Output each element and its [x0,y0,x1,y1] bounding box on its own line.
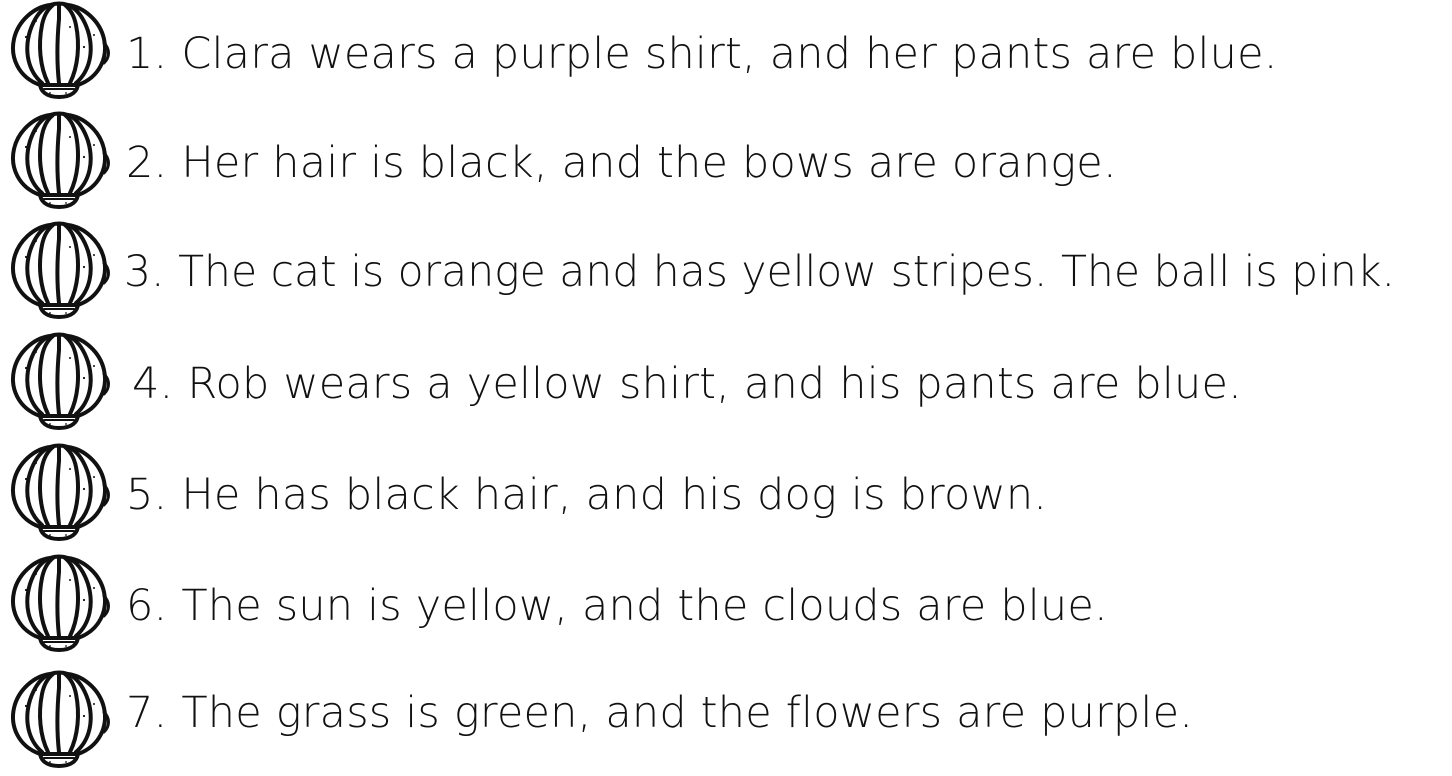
list-item [0,0,1452,108]
sentence-3 [124,247,1395,297]
list-item [0,109,1452,217]
item-number: 1. [126,28,168,79]
sentence-2 [126,137,1117,188]
list-item [0,441,1452,549]
item-number: 6. [126,580,168,631]
seashell-icon [6,217,112,327]
item-text: Her hair is black, and the bows are orange. [181,137,1117,188]
item-number: 3. [124,247,165,297]
seashell-icon [6,328,112,438]
seashell-icon [6,107,112,217]
sentence-7 [126,688,1194,738]
item-text: He has black hair, and his dog is brown. [181,469,1048,520]
item-number: 2. [126,137,168,188]
item-text: Clara wears a purple shirt, and her pants are blue. [181,28,1278,79]
seashell-icon [6,666,112,776]
seashell-icon [6,439,112,549]
seashell-icon [6,0,112,107]
item-number: 7. [126,688,168,738]
sentence-6 [126,580,1108,631]
item-number: 5. [126,469,168,520]
sentence-1 [126,28,1278,79]
sentence-4 [132,358,1242,409]
list-item [0,330,1452,438]
item-text: The cat is orange and has yellow stripes. The ball is pink. [178,247,1395,297]
list-item [0,552,1452,660]
list-item [0,662,1452,755]
item-text: The grass is green, and the flowers are purple. [181,688,1194,738]
seashell-icon [6,550,112,660]
sentence-5 [126,469,1048,520]
list-item [0,219,1452,327]
item-text: The sun is yellow, and the clouds are blue. [181,580,1108,631]
item-number: 4. [132,358,174,409]
item-text: Rob wears a yellow shirt, and his pants are blue. [187,358,1242,409]
